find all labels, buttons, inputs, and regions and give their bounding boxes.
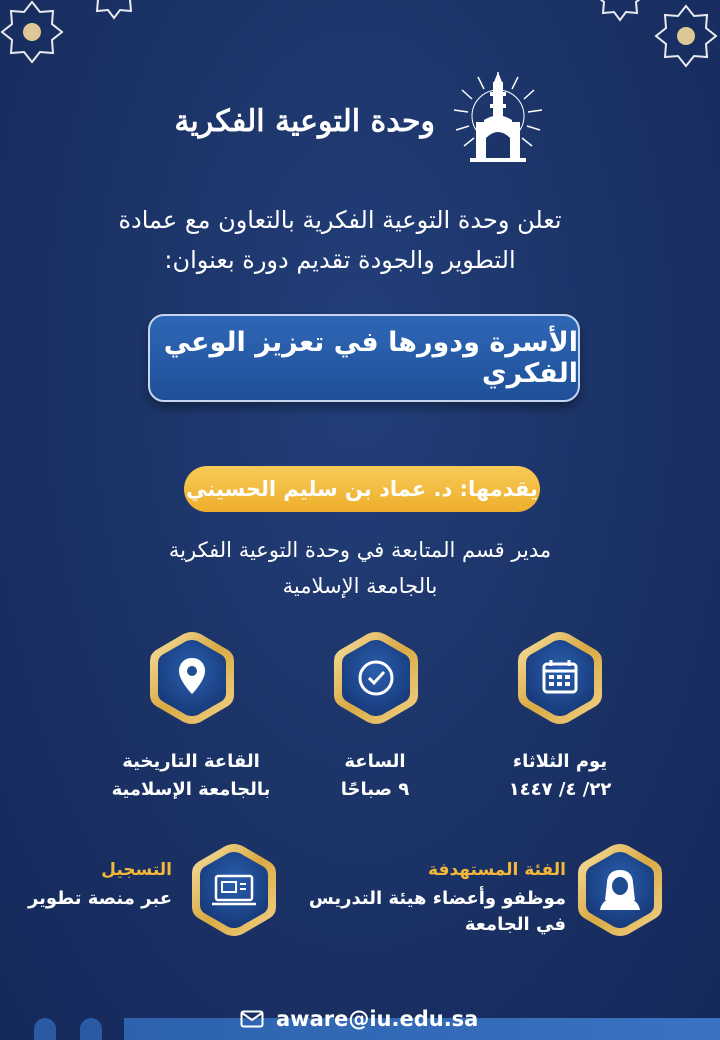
presenter-role-line-1: مدير قسم المتابعة في وحدة التوعية الفكرية: [168, 538, 552, 562]
clock-icon: [328, 628, 424, 728]
person-icon: [572, 840, 668, 940]
laptop-icon: [186, 840, 282, 940]
course-title-box: [148, 314, 580, 402]
date-line-1: يوم الثلاثاء: [512, 751, 608, 772]
corner-star-ornament-top-right-2: [590, 0, 650, 26]
presenter-badge: [184, 466, 540, 512]
audience-line-1: موظفو وأعضاء هيئة التدريس: [308, 888, 566, 909]
location-pin-icon: [144, 628, 240, 728]
intro-line-1: تعلن وحدة التوعية الفكرية بالتعاون مع عمادة: [118, 206, 562, 234]
location-info: [96, 748, 286, 804]
intro-paragraph: [80, 200, 600, 280]
time-info: [300, 748, 450, 804]
audience-line-2: في الجامعة: [464, 914, 566, 935]
presenter-role: [90, 532, 630, 604]
presenter-role-line-2: بالجامعة الإسلامية: [282, 574, 438, 598]
date-info: [480, 748, 640, 804]
registration-title: التسجيل: [101, 860, 172, 880]
unit-title: وحدة التوعية الفكرية: [174, 104, 435, 139]
time-line-2: ٩ صباحًا: [340, 779, 410, 800]
email-link[interactable]: aware@iu.edu.sa: [276, 1007, 479, 1031]
email-row[interactable]: [240, 1004, 478, 1034]
corner-star-ornament-top-right: [652, 2, 720, 74]
calendar-icon: [512, 628, 608, 728]
university-emblem-icon: [446, 68, 550, 168]
footer-stripe: [34, 1018, 56, 1040]
registration-text: عبر منصة تطوير: [27, 888, 172, 909]
intro-line-2: التطوير والجودة تقديم دورة بعنوان:: [164, 246, 516, 274]
location-line-2: بالجامعة الإسلامية: [111, 779, 271, 800]
course-title: الأسرة ودورها في تعزيز الوعي الفكري: [163, 327, 578, 389]
corner-star-ornament-top-left: [0, 0, 76, 76]
header: [0, 68, 720, 168]
audience-title: الفئة المستهدفة: [428, 860, 566, 880]
date-line-2: ٢٢/ ٤/ ١٤٤٧: [508, 779, 612, 800]
mail-icon: [240, 1010, 264, 1028]
time-line-1: الساعة: [344, 751, 406, 772]
footer-stripe: [80, 1018, 102, 1040]
audience-text: [300, 886, 566, 938]
location-line-1: القاعة التاريخية: [122, 751, 260, 772]
presenter-name: يقدمها: د. عماد بن سليم الحسيني: [186, 477, 538, 501]
corner-star-ornament-top-left-2: [84, 0, 144, 24]
